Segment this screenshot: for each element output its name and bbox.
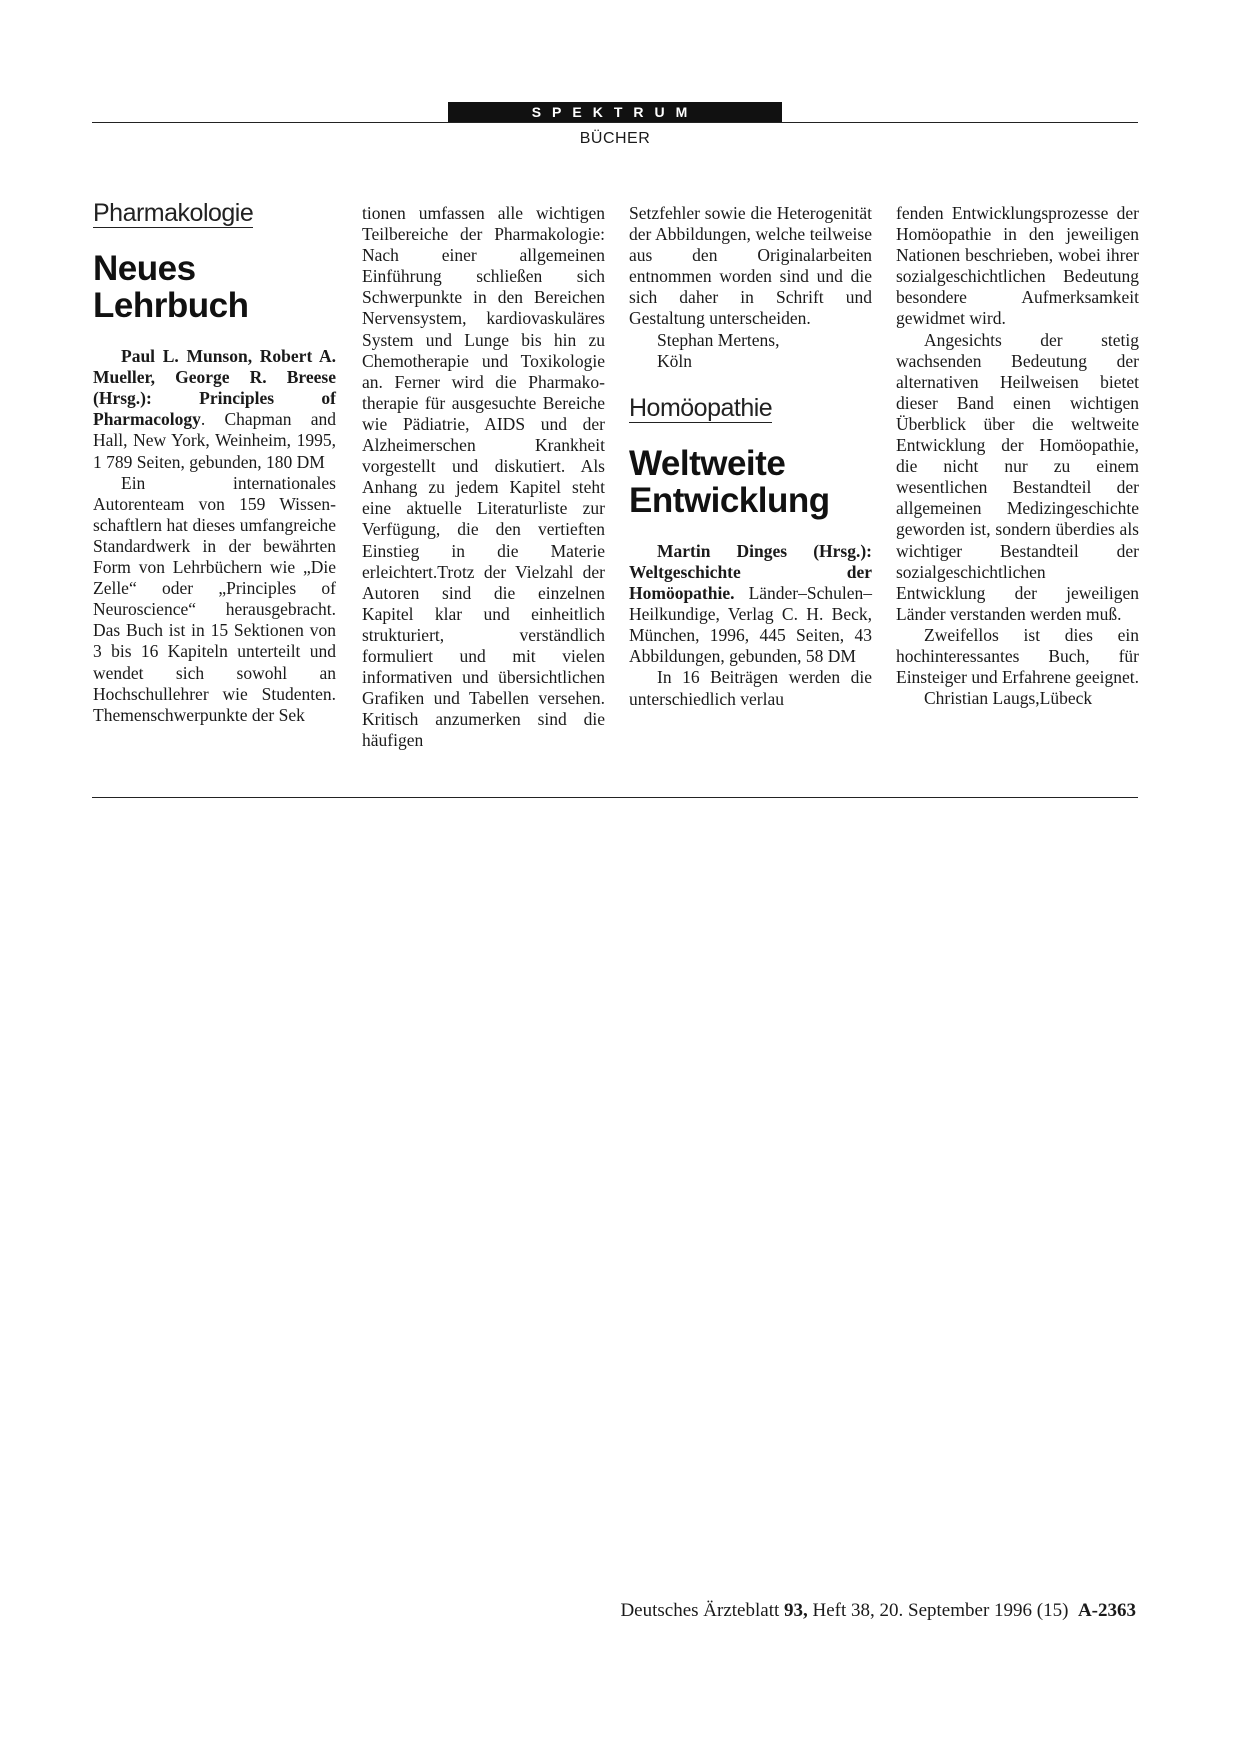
article1-body-part2: tionen umfassen alle wichtigen Teilbereiche der Pharmakologie: Nach einer allgemeinen Einführung schließen sich Schwerpunkte in den Bereichen Nervensystem, kardiovaskuläres System und Lunge bis hin zu Chemotherapie und Toxikologie an. Ferner wird die Pharmakotherapie für ausgesuchte Bereiche wie Pädiatrie, AIDS und der Alzheimerschen Krankheit vorgestellt und diskutiert. Als Anhang zu jedem Kapitel steht eine aktuelle Literaturliste zur Verfügung, die den vertieften Einstieg in die Materie erleichtert.Trotz der Vielzahl der Autoren sind die einzelnen Kapitel klar und einheitlich strukturiert, verständlich formuliert und mit vielen informativen und übersichtlichen Grafiken und Tabellen versehen. Kritisch anzumerken sind die häufigen <box>362 203 605 751</box>
header-rule <box>92 122 1138 123</box>
article2-kicker: Homöopathie <box>629 393 773 422</box>
article2-headline: Weltweite Entwicklung <box>629 443 830 520</box>
article2-bib-rest: Länder–Schulen–Heilkundige, Verlag C. H. Beck, München, 1996, 445 Seiten, 43 Abbildungen, gebunden, 58 DM <box>629 583 872 667</box>
article1-headline: Neues Lehrbuch <box>93 249 249 326</box>
article1-kicker: Pharmakologie <box>93 199 254 227</box>
article1-author: Stephan Mertens, <box>657 329 780 350</box>
footer-page-number: A-2363 <box>1077 1600 1136 1621</box>
article2-author: Christian Laugs,Lübeck <box>924 688 1093 709</box>
page-footer <box>620 1600 1136 1622</box>
subsection-label: BÜCHER <box>579 130 651 147</box>
footer-issue: Heft 38, 20. September 1996 (15) <box>807 1600 1078 1621</box>
article1-body-part3: Setzfehler sowie die Heterogenität der Abbildungen, welche teilweise aus den Originalarbeiten entnommen worden sind und die sich daher in Schrift und Gestaltung unterscheiden. <box>629 203 872 329</box>
article2-bib-bold: Martin Dinges (Hrsg.): Weltgeschichte der Homöopathie. <box>629 540 872 604</box>
column-1 <box>93 199 336 726</box>
section-banner: SPEKTRUM <box>448 102 782 122</box>
column-3 <box>629 203 872 710</box>
article1-city: Köln <box>657 350 692 371</box>
footer-volume: 93, <box>784 1600 808 1621</box>
article2-body3: Zweifellos ist dies ein hochinteressantes Buch, für Einsteiger und Erfahrene geeignet. <box>896 624 1139 688</box>
article2-body2: Angesichts der stetig wachsenden Bedeutung der alternativen Heilweisen bietet dieser Band einen wichtigen Überblick über die weltweite Entwicklung der Homöopathie, die nicht nur zu einem wesentlichen Bestandteil der allgemeinen Medizingeschichte geworden ist, sondern überdies als wichtiger Bestandteil der sozialgeschichtlichen Entwicklung der jeweiligen Länder verstanden werden muß. <box>896 329 1139 624</box>
footer-journal: Deutsches Ärzteblatt <box>620 1600 785 1621</box>
bottom-rule <box>92 797 1138 798</box>
article1-bib-rest: . Chapman and Hall, New York, Weinheim, 1995, 1 789 Seiten, gebunden, 180 DM <box>93 409 336 472</box>
article2-body1-part2: fenden Entwicklungsprozesse der Homöopathie in den jeweiligen Nationen beschrieben, wobei ihrer sozialgeschichtlichen Bedeutung besondere Aufmerksamkeit gewidmet wird. <box>896 203 1139 329</box>
article1-body-part1: Ein internationales Autorenteam von 159 Wissenschaftlern hat dieses umfangreiche Standardwerk in der bewährten Form von Lehrbüchern wie „Die Zelle“ oder „Principles of Neuroscience“ herausgebracht. Das Buch ist in 15 Sektionen von 3 bis 16 Kapiteln unterteilt und wendet sich sowohl an Hochschullehrer wie Studenten. Themenschwerpunkte der Sek <box>93 472 336 725</box>
article2-bibliography <box>629 541 872 668</box>
article1-bibliography <box>93 346 336 473</box>
article2-body1-part1: In 16 Beiträgen werden die unterschiedlich verlau <box>629 667 872 709</box>
column-2 <box>362 203 605 751</box>
article1-bib-bold: Paul L. Munson, Robert A. Mueller, George R. Breese (Hrsg.): Principles of Pharmacology <box>93 346 336 430</box>
column-4 <box>896 203 1139 709</box>
